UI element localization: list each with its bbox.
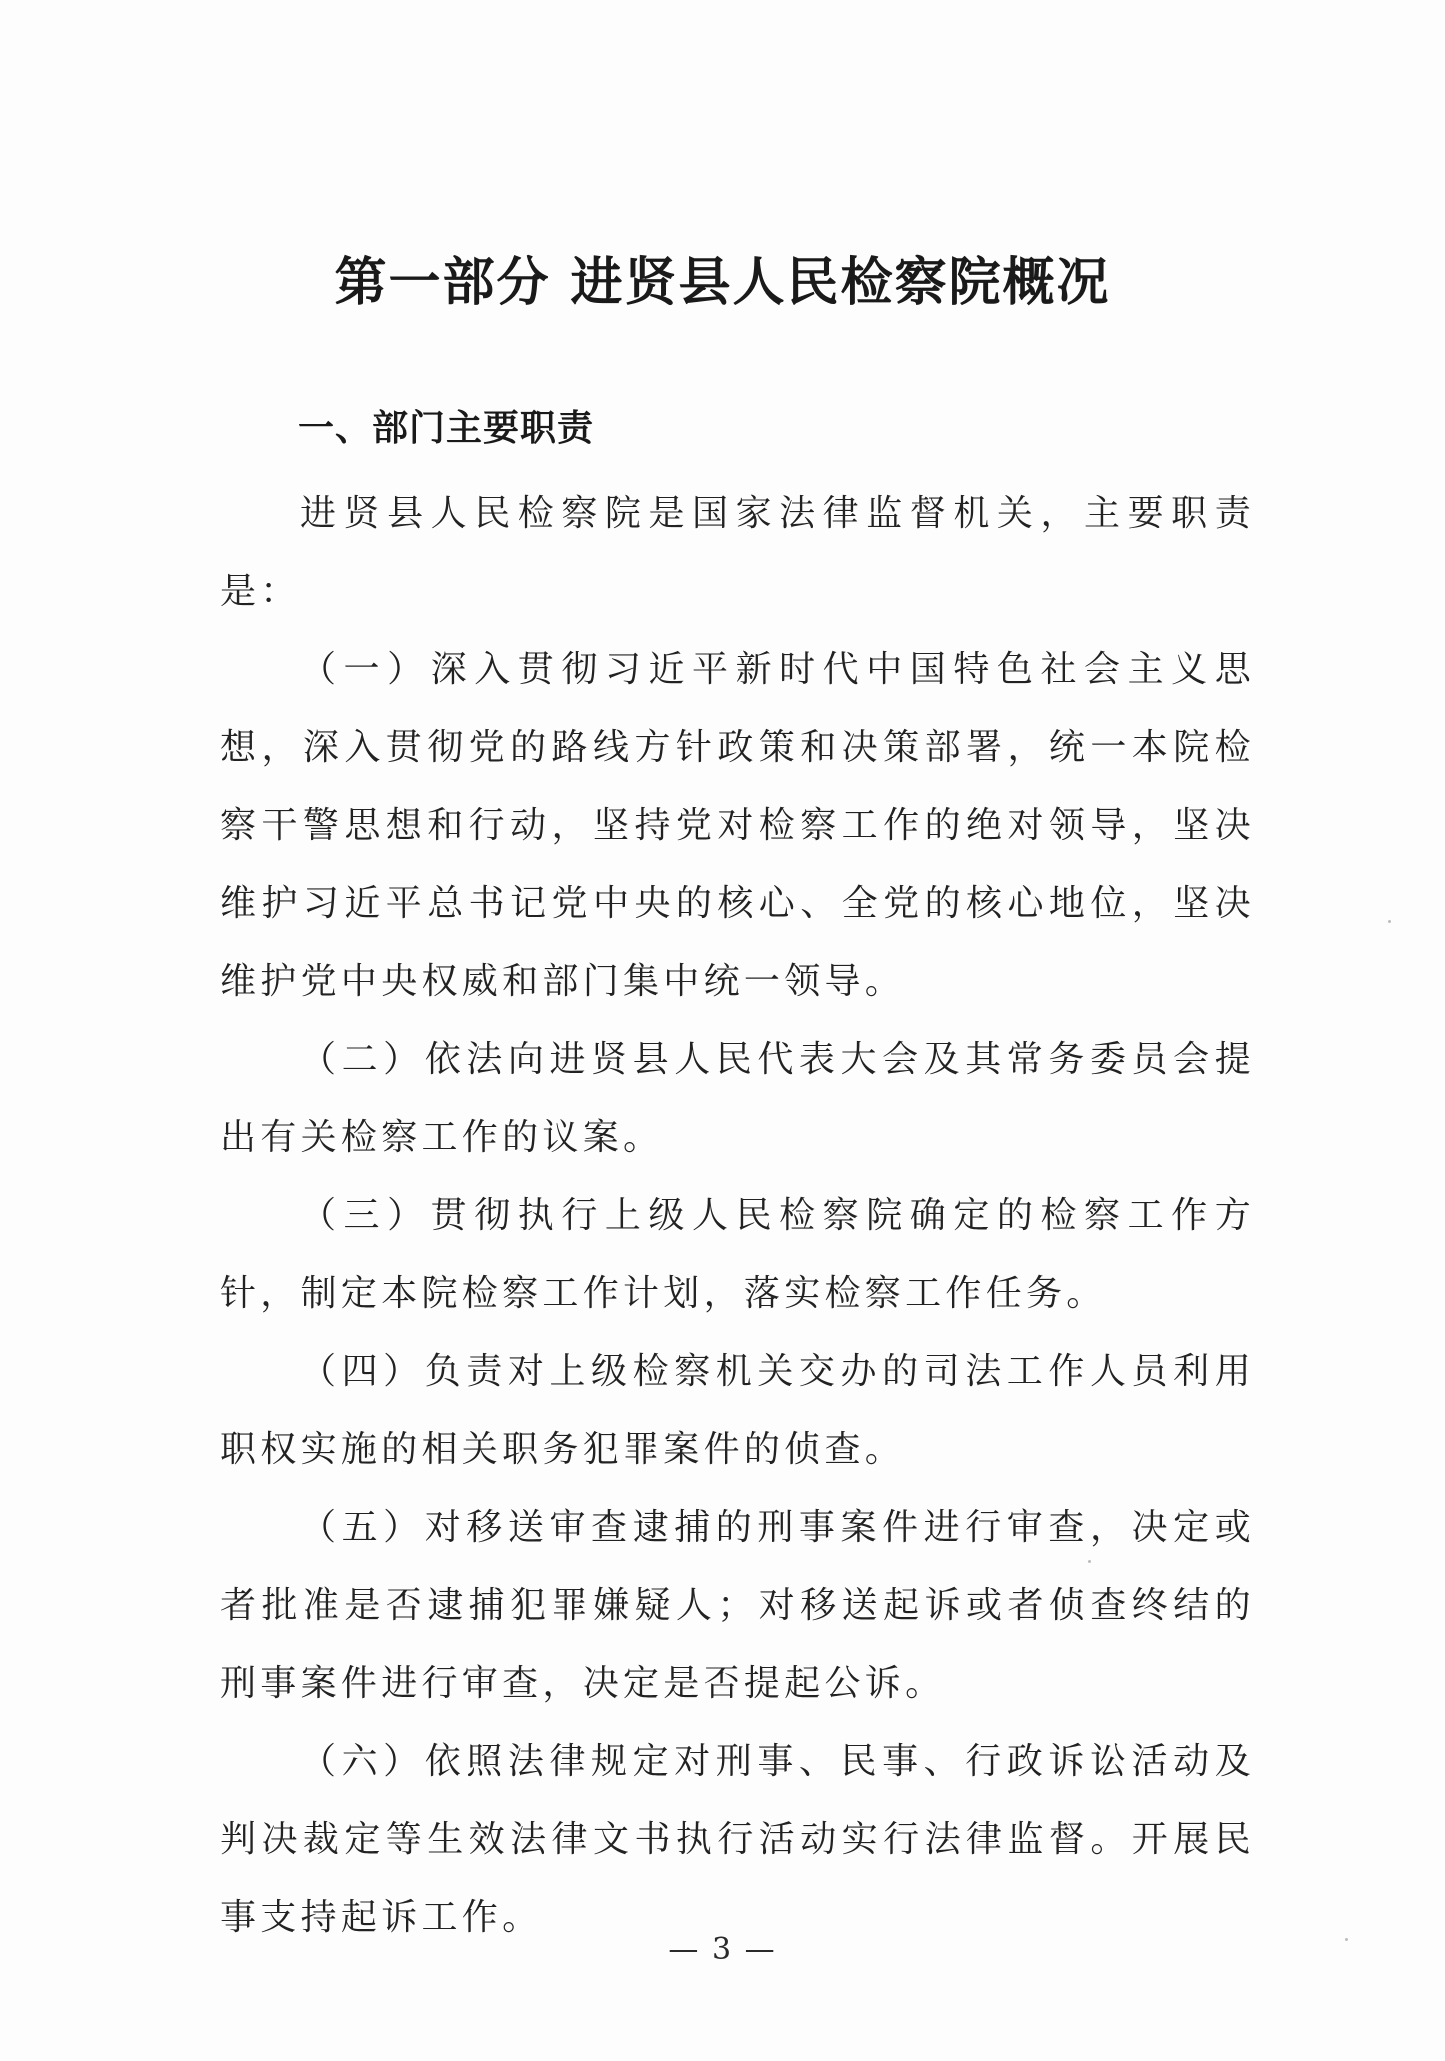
paragraph-item-5: （五）对移送审查逮捕的刑事案件进行审查，决定或者批准是否逮捕犯罪嫌疑人；对移送起诉或者侦查终结的刑事案件进行审查，决定是否提起公诉。 (220, 1507, 1255, 1704)
scan-speck (1088, 1560, 1091, 1563)
body-text (220, 475, 1255, 1957)
paragraph-item-2: （二）依法向进贤县人民代表大会及其常务委员会提出有关检察工作的议案。 (220, 1039, 1255, 1158)
page-number: — 3 — (668, 1932, 777, 1967)
paragraph-item-4: （四）负责对上级检察机关交办的司法工作人员利用职权实施的相关职务犯罪案件的侦查。 (220, 1351, 1255, 1470)
paragraph-item-3: （三）贯彻执行上级人民检察院确定的检察工作方针，制定本院检察工作计划，落实检察工作任务。 (220, 1195, 1255, 1314)
scan-speck (1345, 1938, 1348, 1941)
scan-speck (1388, 920, 1391, 923)
paragraph-intro: 进贤县人民检察院是国家法律监督机关，主要职责是： (220, 493, 1255, 612)
section-heading: 一、部门主要职责 (298, 408, 595, 449)
page-title: 第一部分 进贤县人民检察院概况 (334, 253, 1111, 313)
paragraph-item-1: （一）深入贯彻习近平新时代中国特色社会主义思想，深入贯彻党的路线方针政策和决策部署，统一本院检察干警思想和行动，坚持党对检察工作的绝对领导，坚决维护习近平总书记党中央的核心、全党的核心地位，坚决维护党中央权威和部门集中统一领导。 (220, 649, 1255, 1002)
paragraph-item-6: （六）依照法律规定对刑事、民事、行政诉讼活动及判决裁定等生效法律文书执行活动实行法律监督。开展民事支持起诉工作。 (220, 1741, 1255, 1938)
